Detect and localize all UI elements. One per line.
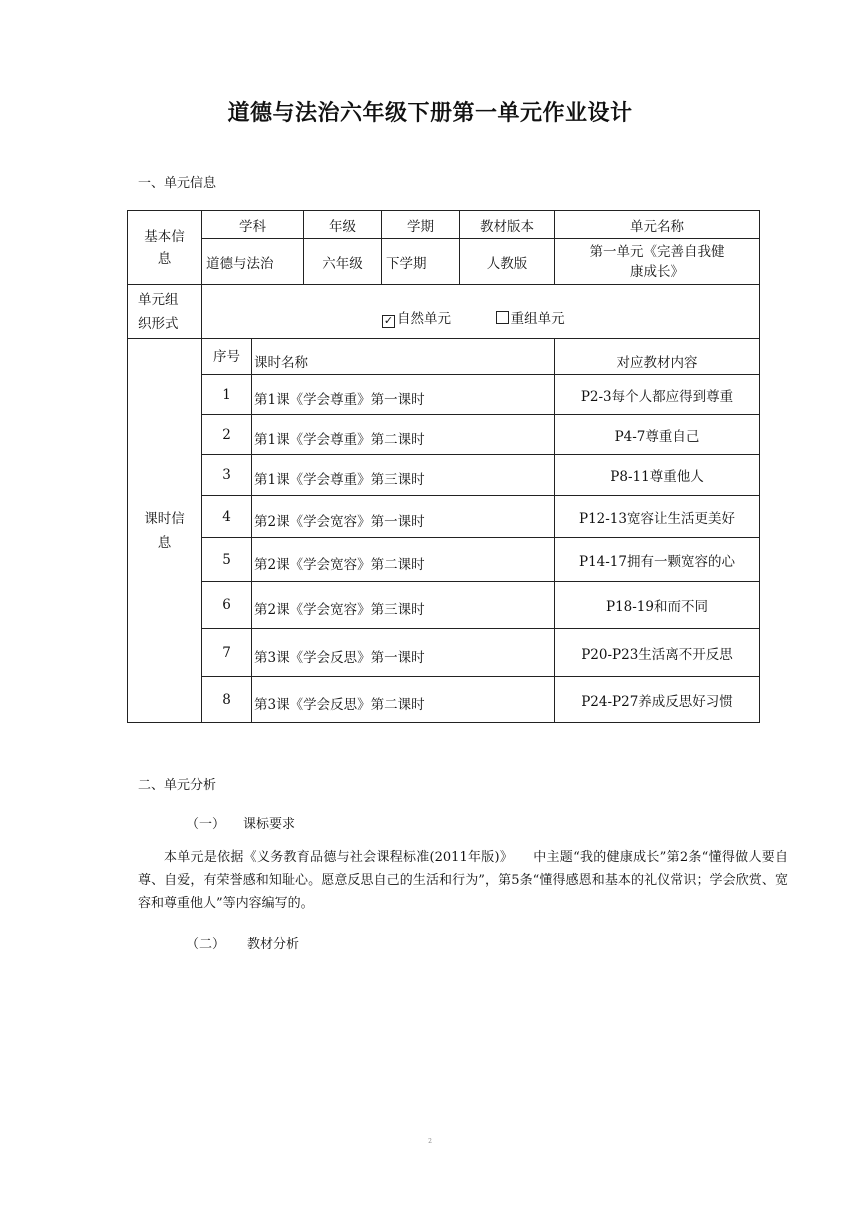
lesson-no: 4 <box>202 496 252 538</box>
lesson-name: 第3课《学会反思》第二课时 <box>252 677 555 723</box>
lesson-no: 3 <box>202 455 252 496</box>
basic-info-label: 基本信息 <box>128 211 202 285</box>
curriculum-paragraph <box>138 846 788 915</box>
value-term: 下学期 <box>382 239 460 285</box>
org-form-options <box>202 285 760 339</box>
header-lesson-name: 课时名称 <box>252 339 555 375</box>
lesson-name: 第2课《学会宽容》第三课时 <box>252 582 555 629</box>
lesson-content: P8-11尊重他人 <box>555 455 760 496</box>
value-subject: 道德与法治 <box>202 239 304 285</box>
value-grade: 六年级 <box>304 239 382 285</box>
header-unit-name: 单元名称 <box>555 211 760 239</box>
subsection-textbook <box>186 933 299 952</box>
lesson-name: 第2课《学会宽容》第二课时 <box>252 538 555 582</box>
table-row <box>128 375 760 415</box>
lesson-content: P12-13宽容让生活更美好 <box>555 496 760 538</box>
lesson-no: 6 <box>202 582 252 629</box>
table-row <box>128 677 760 723</box>
header-term: 学期 <box>382 211 460 239</box>
table-row <box>128 455 760 496</box>
table-row <box>128 415 760 455</box>
section-unit-analysis: 二、单元分析 <box>138 778 217 793</box>
subsection-num: （一） <box>186 817 226 832</box>
subsection-num: （二） <box>186 937 226 952</box>
regroup-unit-option[interactable]: 重组单元 <box>496 311 565 327</box>
value-unit-name: 第一单元《完善自我健康成长》 <box>555 239 760 285</box>
lesson-content: P4-7尊重自己 <box>555 415 760 455</box>
header-grade: 年级 <box>304 211 382 239</box>
lesson-content: P24-P27养成反思好习惯 <box>555 677 760 723</box>
document-title: 道德与法治六年级下册第一单元作业设计 <box>227 101 633 126</box>
lesson-name: 第2课《学会宽容》第一课时 <box>252 496 555 538</box>
lesson-content: P2-3每个人都应得到尊重 <box>555 375 760 415</box>
lesson-name: 第1课《学会尊重》第一课时 <box>252 375 555 415</box>
lesson-no: 1 <box>202 375 252 415</box>
value-edition: 人教版 <box>460 239 555 285</box>
checkbox-checked-icon[interactable]: ✓ <box>383 314 394 327</box>
table-row <box>128 496 760 538</box>
header-content: 对应教材内容 <box>555 339 760 375</box>
table-row <box>128 538 760 582</box>
header-edition: 教材版本 <box>460 211 555 239</box>
checkbox-empty-icon[interactable] <box>496 311 509 324</box>
subsection-label: 课标要求 <box>243 817 296 832</box>
lesson-no: 8 <box>202 677 252 723</box>
table-row <box>128 629 760 677</box>
table-row <box>128 582 760 629</box>
lesson-content: P18-19和而不同 <box>555 582 760 629</box>
lesson-content: P14-17拥有一颗宽容的心 <box>555 538 760 582</box>
lesson-name: 第3课《学会反思》第一课时 <box>252 629 555 677</box>
paragraph-text: 本单元是依据《义务教育品德与社会课程标准(2011年版)》 中主题“我的健康成长”第2条“懂得做人要自尊、自爱，有荣誉感和知耻心。愿意反思自己的生活和行为”，第5条“懂得感恩和基本的礼仪常识；学会欣赏、宽容和尊重他人”等内容编写的。 <box>138 850 788 911</box>
lesson-no: 5 <box>202 538 252 582</box>
natural-unit-option[interactable]: ✓ 自然单元 <box>383 311 451 327</box>
lesson-name: 第1课《学会尊重》第二课时 <box>252 415 555 455</box>
lesson-info-label: 课时信息 <box>128 339 202 723</box>
lesson-content: P20-P23生活离不开反思 <box>555 629 760 677</box>
unit-info-table <box>127 210 760 723</box>
section-unit-info: 一、单元信息 <box>138 176 217 191</box>
org-form-label: 单元组织形式 <box>128 285 202 339</box>
header-seq: 序号 <box>202 339 252 375</box>
lesson-no: 2 <box>202 415 252 455</box>
page-number: 2 <box>428 1138 432 1145</box>
header-subject: 学科 <box>202 211 304 239</box>
subsection-label: 教材分析 <box>247 937 300 952</box>
lesson-name: 第1课《学会尊重》第三课时 <box>252 455 555 496</box>
subsection-curriculum <box>186 813 295 832</box>
lesson-no: 7 <box>202 629 252 677</box>
